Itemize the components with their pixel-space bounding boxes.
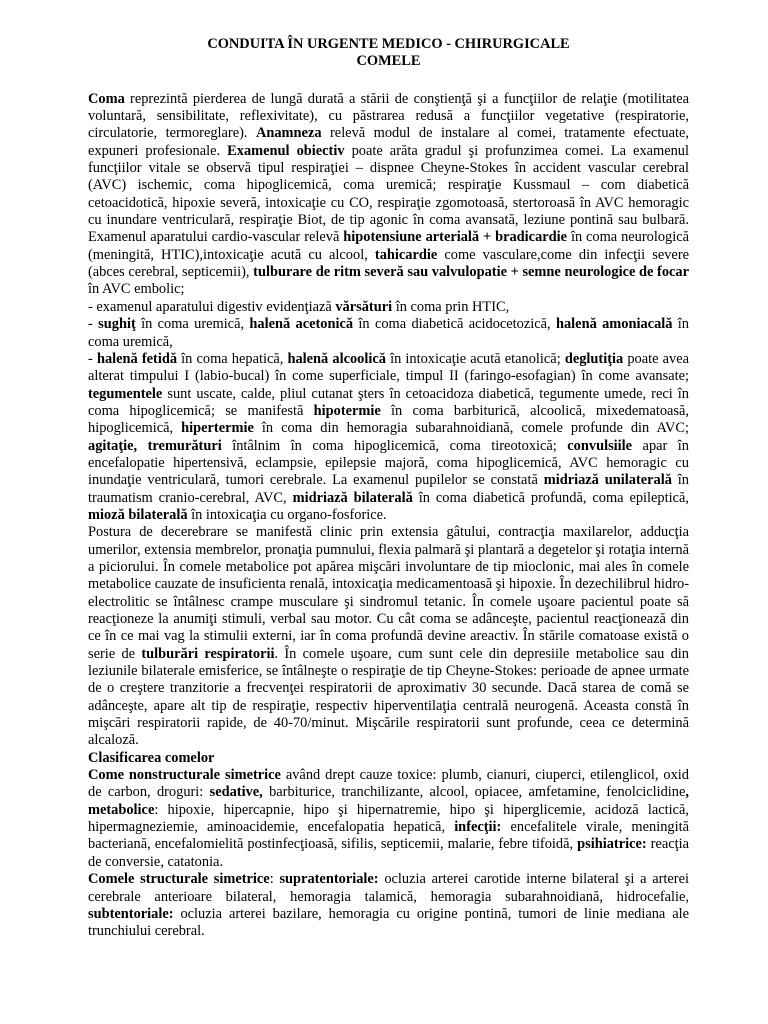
bold-term: halenă alcoolică (287, 350, 386, 367)
bold-term: supratentoriale: (279, 871, 379, 888)
bold-term: , metabolice (88, 784, 689, 818)
bold-term: halenă fetidă (96, 350, 178, 367)
paragraph-clasificare (88, 750, 689, 767)
bold-term: convulsiile (567, 437, 633, 454)
text-run: . În comele uşoare, cum sunt cele din depresiile metabolice sau din leziunile bilaterale emisferice, se întâlneşte o respiraţie de tip Cheyne-Stokes: perioade de apnee urmate de o creştere tranzitorie a frecvenţei respiratorii de aproximativ 30 secunde. Dacă starea de comă se adânceşte, apare alt tip de respiraţie, respectiv hiperventilaţia centrală neurogenă. Aceasta constă în mişcări respiratorii rapide, de 40-70/minut. Mişcările respiratorii sunt profunde, ceea ce determină alcaloză. (88, 645, 689, 749)
text-run: în coma diabetică acidocetozică, (353, 316, 556, 333)
bold-term: Come nonstructurale simetrice (88, 767, 281, 784)
bold-term: hipotensiune arterială + bradicardie (343, 229, 568, 246)
paragraph-dash-1 (88, 299, 689, 316)
paragraph-dash-2 (88, 316, 689, 351)
bold-term: halenă acetonică (249, 316, 354, 333)
text-run: - (88, 316, 99, 333)
bold-term: midriază bilaterală (292, 489, 413, 506)
text-run: poate arăta gradul şi profunzimea comei. La examenul funcţiilor vitale se observă tipul respiraţiei – dispnee Cheyne-Stokes în accident vascular cerebral (AVC) ischemic, coma hipoglicemică, coma uremică; respiraţie Kussmaul – com diabetică cetoacidotică, hipoxie severă, intoxicaţie cu CO, respiraţie zgomotoasă, stertoroasă în AVC hemoragic cu inundare ventriculară, respiraţie Biot, de tip agonic în coma avansată, leziune pontină sau bulbară. Examenul aparatului cardio-vascular relevă (88, 142, 689, 246)
bold-term: hipertermie (181, 420, 254, 437)
text-run: în coma diabetică profundă, coma epileptică, (412, 489, 689, 506)
text-run: întâlnim în coma hipoglicemică, coma tireotoxică; (221, 437, 568, 454)
paragraph-postura (88, 524, 689, 749)
paragraph-dash-3 (88, 351, 689, 524)
text-run: în AVC embolic; (88, 281, 185, 298)
bold-term: tegumentele (88, 385, 163, 402)
bold-term: sedative, (209, 784, 263, 801)
text-run: poate avea alterat timpului I (labio-bucal) în come superficiale, timpul II (faringo-esofagian) în come avansate; (88, 350, 690, 385)
text-run: în coma din hemoragia subarahnoidiană, comele profunde din AVC; (253, 420, 689, 437)
bold-term: tulburări respiratorii (141, 645, 275, 662)
text-run: sunt uscate, calde, pliul cutanat şters în cetoacidoza diabetică, tegumente umede, reci în coma hipoglicemică; se manifestă (88, 385, 689, 419)
bold-term: Comele structurale simetrice (88, 871, 270, 888)
bold-term: vărsături (335, 298, 393, 315)
bold-term: psihiatrice: (577, 836, 647, 853)
paragraph-nonstructurale (88, 767, 689, 871)
text-run: encefalitele virale, meningită bacteriană, encefalomielită postinfecţioasă, sifilis, septicemii, malarie, febre tifoidă, (88, 819, 689, 853)
text-run: în intoxicaţia cu organo-fosforice. (187, 506, 387, 523)
text-run: - (88, 350, 97, 367)
text-run: - examenul aparatului digestiv evidenţiază (88, 298, 336, 315)
paragraph-structurale (88, 871, 689, 940)
text-run: în coma prin HTIC, (392, 298, 510, 315)
text-run: ocluzia arterei carotide interne bilateral şi a arterei cerebrale anterioare bilateral, hemoragia talamică, hemoragia subarahnoidiană, hidrocefalie, (88, 871, 689, 905)
bold-term: Examenul obiectiv (227, 142, 345, 159)
bold-term: infecţii: (454, 819, 502, 836)
text-run: în coma hepatică, (177, 350, 288, 367)
text-run: în coma neurologică (meningită, HTIC),intoxicaţie acută cu alcool, (88, 229, 690, 263)
document-body (88, 91, 689, 941)
text-run: : (269, 871, 280, 888)
text-run: în coma barbiturică, alcoolică, mixedematoasă, hipoglicemică, (88, 402, 690, 437)
bold-term: mioză bilaterală (88, 506, 188, 523)
document-title-line1: CONDUITA ÎN URGENTE MEDICO - CHIRURGICALE (207, 36, 570, 52)
text-run: având drept cauze toxice: plumb, cianuri, ciuperci, etilenglicol, oxid de carbon, droguri: (88, 767, 689, 801)
text-run: come vasculare,come din infecţii severe (abces cerebral, septicemii), (88, 246, 690, 281)
text-run: în traumatism cranio-cerebral, AVC, (88, 472, 690, 506)
document-title-line2: COMELE (356, 53, 421, 70)
bold-term: Clasificarea comelor (88, 749, 215, 766)
text-run: în coma uremică, (88, 316, 690, 350)
text-run: în coma uremică, (135, 316, 250, 333)
bold-term: tahicardie (374, 246, 438, 263)
bold-term: sughiţ (98, 316, 136, 333)
text-run: relevă modul de instalare al comei, tratamente efectuate, expuneri profesionale. (88, 125, 689, 159)
bold-term: Anamneza (255, 125, 322, 142)
title-spacer (88, 71, 689, 91)
text-run: barbiturice, tranchilizante, alcool, opiacee, amfetamine, fenolciclidine (262, 784, 686, 801)
text-run: reprezintă pierderea de lungă durată a stării de conştienţă şi a funcţiilor de relaţie (motilitatea voluntară, sensibilitate, reflexivitate), cu păstrarea redusă a funcţiilor vegetative (respiratorie, circulatorie, termoreglare). (88, 90, 689, 142)
bold-term: subtentoriale: (88, 905, 174, 922)
text-run: în intoxicaţie acută etanolică; (385, 350, 565, 367)
paragraph-coma-intro (88, 91, 689, 299)
text-run: Postura de decerebrare se manifestă clinic prin extensia gâtului, contracţia maxilarelor, adducţia umerilor, extensia membrelor, pronaţia pumnului, flexia palmară şi plantară a degetelor şi rotaţia internă a piciorului. În comele metabolice pot apărea mişcări involuntare de tip mioclonic, mai ales în comele metabolice cauzate de insuficienta renală, intoxicaţia medicamentoasă şi hipoxie. În dezechilibrul hidro-electrolitic se întâlnesc crampe musculare şi sindromul tetanic. În comele uşoare pacientul poate să reacţioneze la anumiţi stimuli, verbal sau motor. Cu cât coma se adânceşte, pacientul reacţionează din ce în ce mai vag la stimulii externi, iar în coma profundă devine areactiv. În stările comatoase există o serie de (88, 524, 689, 662)
bold-term: hipotermie (313, 402, 381, 419)
text-run: apar în encefalopatie hipertensivă, eclampsie, epilepsie majoră, coma hipoglicemică, AVC hemoragic cu inundaţie ventriculară, tumori cerebrale. La examenul pupilelor se constată (88, 437, 690, 489)
bold-term: deglutiţia (564, 350, 624, 367)
bold-term: agitaţie, tremurături (88, 437, 222, 454)
bold-term: tulburare de ritm severă sau valvulopatie + semne neurologice de focar (253, 264, 689, 281)
bold-term: Coma (88, 90, 125, 107)
text-run: : hipoxie, hipercapnie, hipo şi hipernatremie, hipo şi hiperglicemie, acidoză lactică, hipermagneziemie, aminoacidemie, encefalopatia hepatică, (88, 801, 689, 836)
text-run: ocluzia arterei bazilare, hemoragia cu origine pontină, tumori de linie mediana ale trunchiului cerebral. (88, 905, 689, 940)
text-run: reacţia de conversie, catatonia. (88, 836, 689, 870)
bold-term: halenă amoniacală (555, 316, 673, 333)
bold-term: midriază unilaterală (543, 472, 672, 489)
